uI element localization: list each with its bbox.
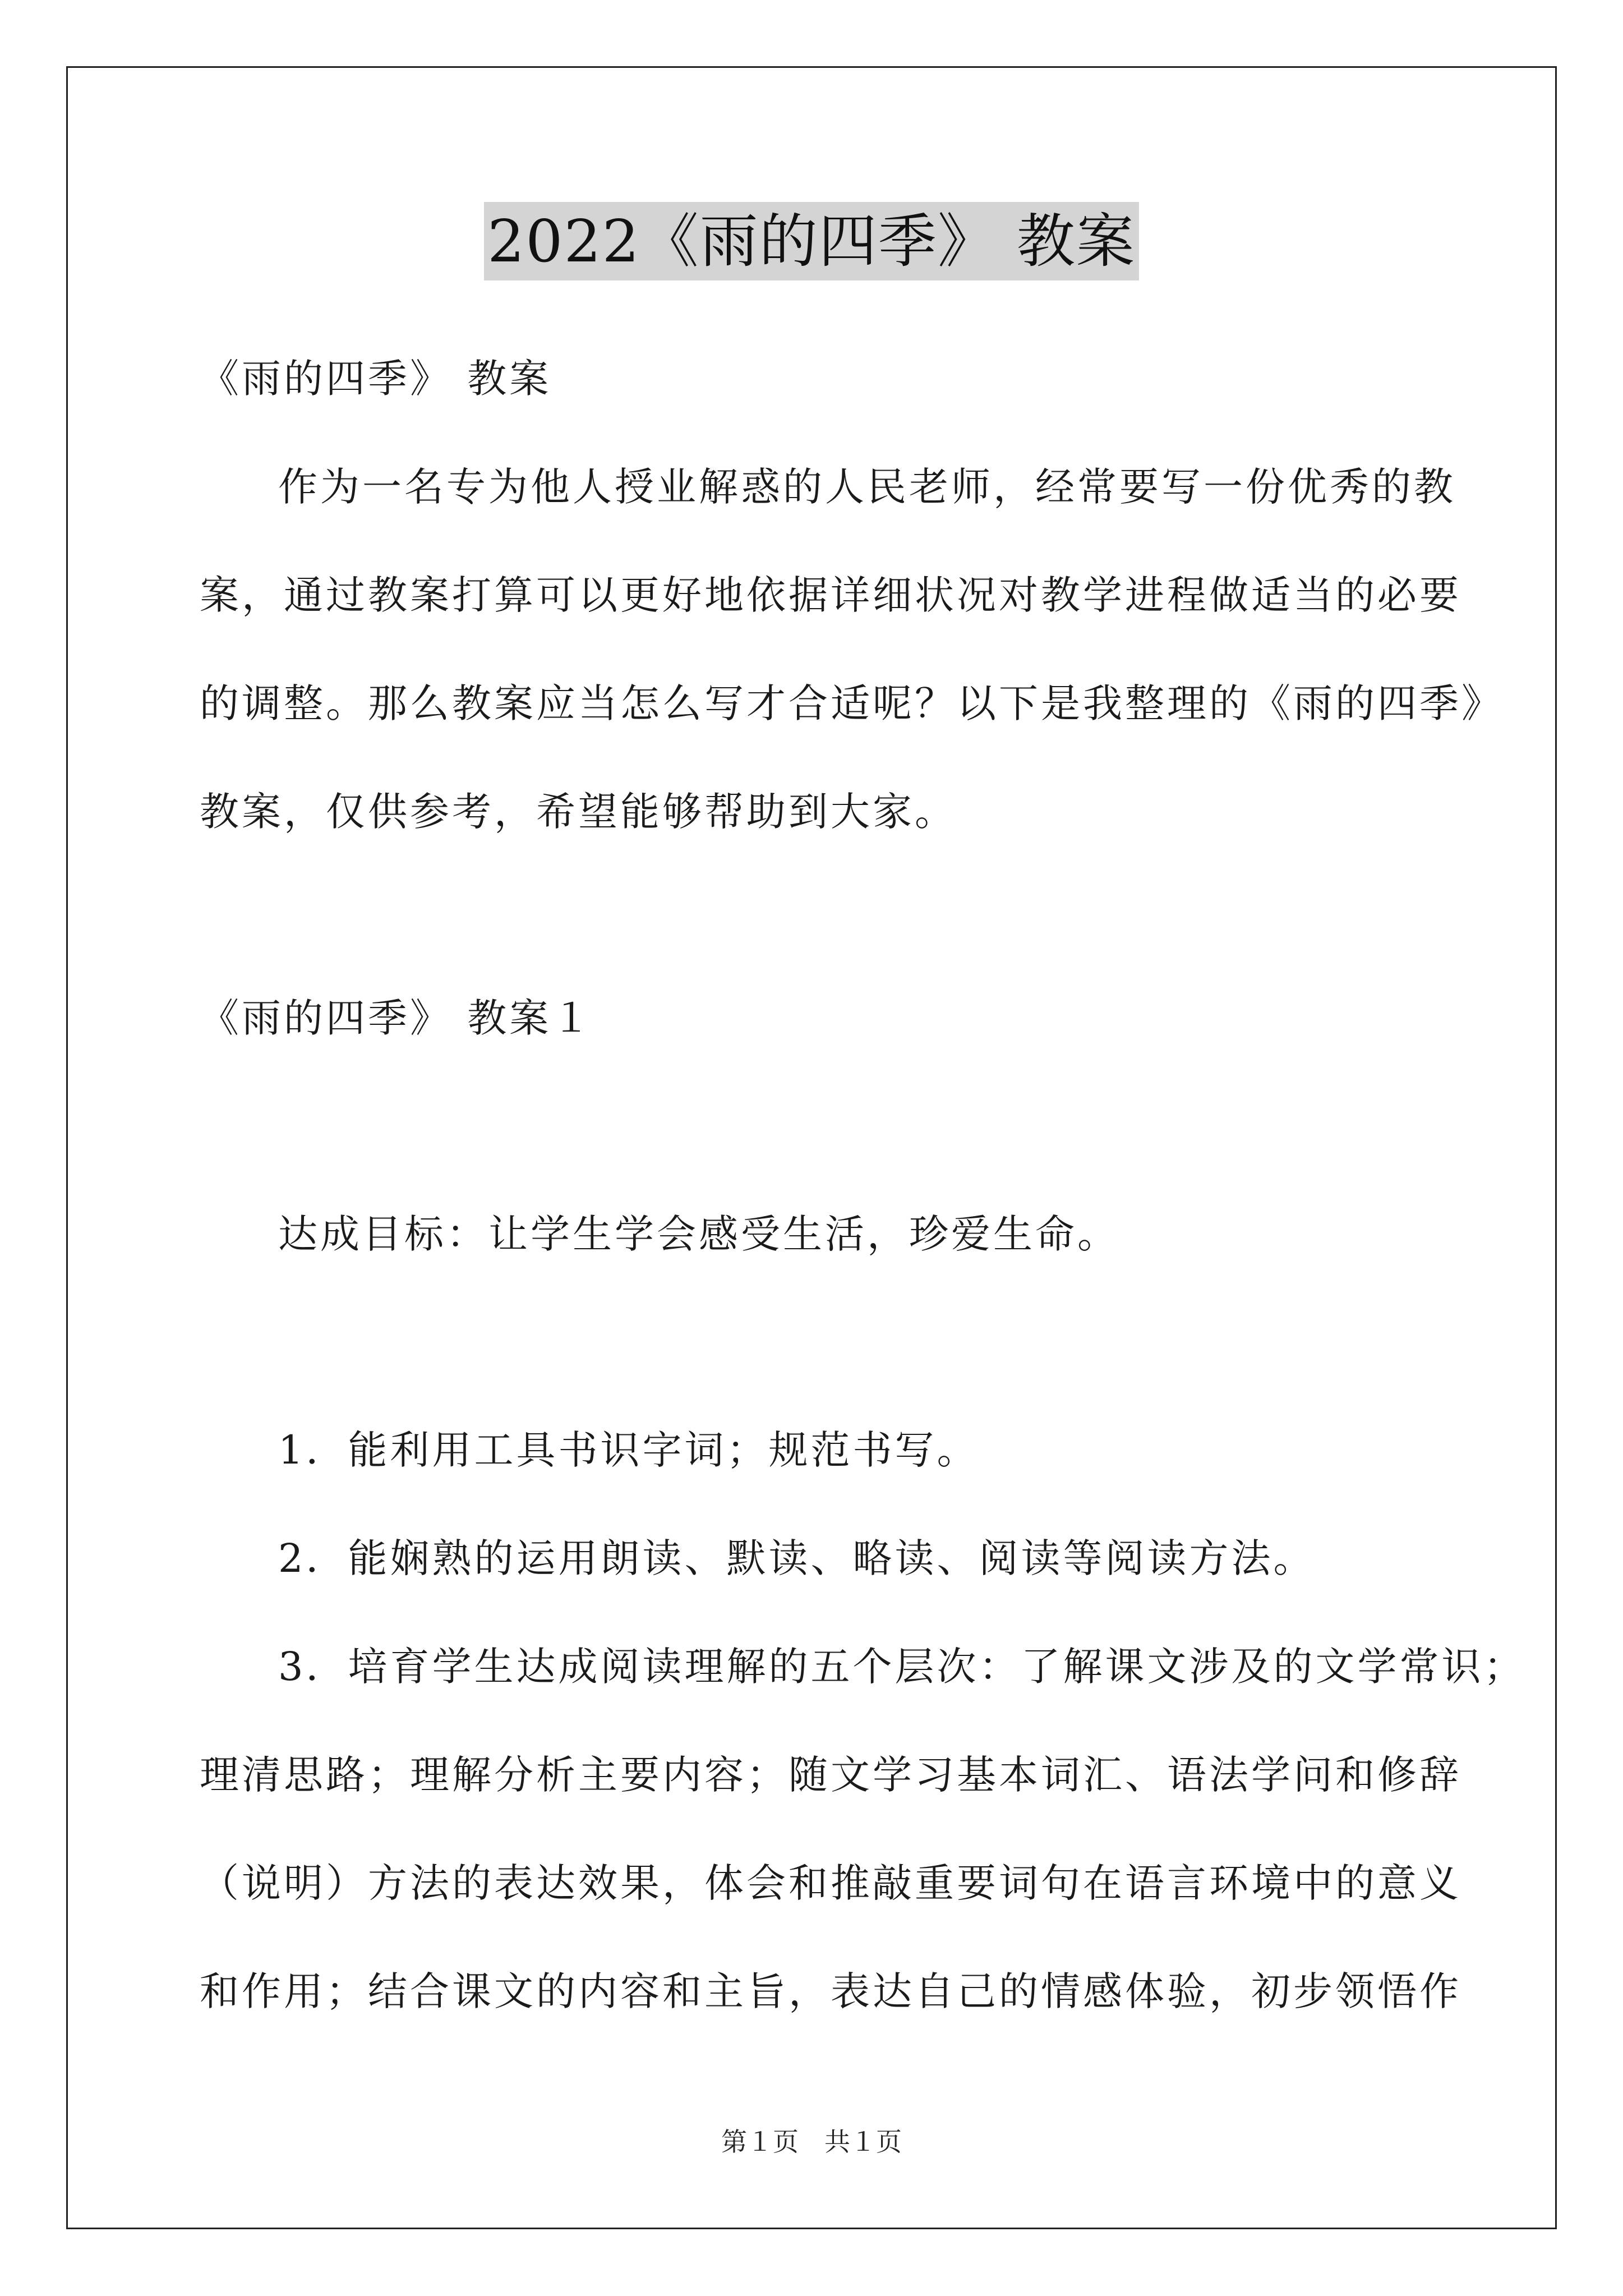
paragraph-line: 案，通过教案打算可以更好地依据详细状况对教学进程做适当的必要 xyxy=(200,572,1461,618)
document-title: 2022《雨的四季》 教案 xyxy=(484,202,1139,280)
list-item: 1．能利用工具书识字词；规范书写。 xyxy=(278,1427,979,1473)
paragraph-line: 的调整。那么教案应当怎么写才合适呢？以下是我整理的《雨的四季》 xyxy=(200,680,1504,726)
subtitle: 《雨的四季》 教案 xyxy=(200,356,552,402)
paragraph-line: 和作用；结合课文的内容和主旨，表达自己的情感体验，初步领悟作 xyxy=(200,1968,1461,2014)
list-item: 3．培育学生达成阅读理解的五个层次：了解课文涉及的文学常识； xyxy=(278,1644,1526,1690)
paragraph-line: 达成目标：让学生学会感受生活，珍爱生命。 xyxy=(278,1211,1119,1257)
paragraph-line: 作为一名专为他人授业解惑的人民老师，经常要写一份优秀的教 xyxy=(278,464,1456,510)
section-heading: 《雨的四季》 教案１ xyxy=(200,995,594,1041)
page-footer: 第１页 共１页 xyxy=(721,2127,902,2157)
paragraph-line: 教案，仅供参考，希望能够帮助到大家。 xyxy=(200,789,957,835)
list-item: 2．能娴熟的运用朗读、默读、略读、阅读等阅读方法。 xyxy=(278,1535,1316,1581)
title-container xyxy=(0,202,1623,280)
paragraph-line: 理清思路；理解分析主要内容；随文学习基本词汇、语法学问和修辞 xyxy=(200,1752,1461,1798)
paragraph-line: （说明）方法的表达效果，体会和推敲重要词句在语言环境中的意义 xyxy=(200,1860,1461,1906)
